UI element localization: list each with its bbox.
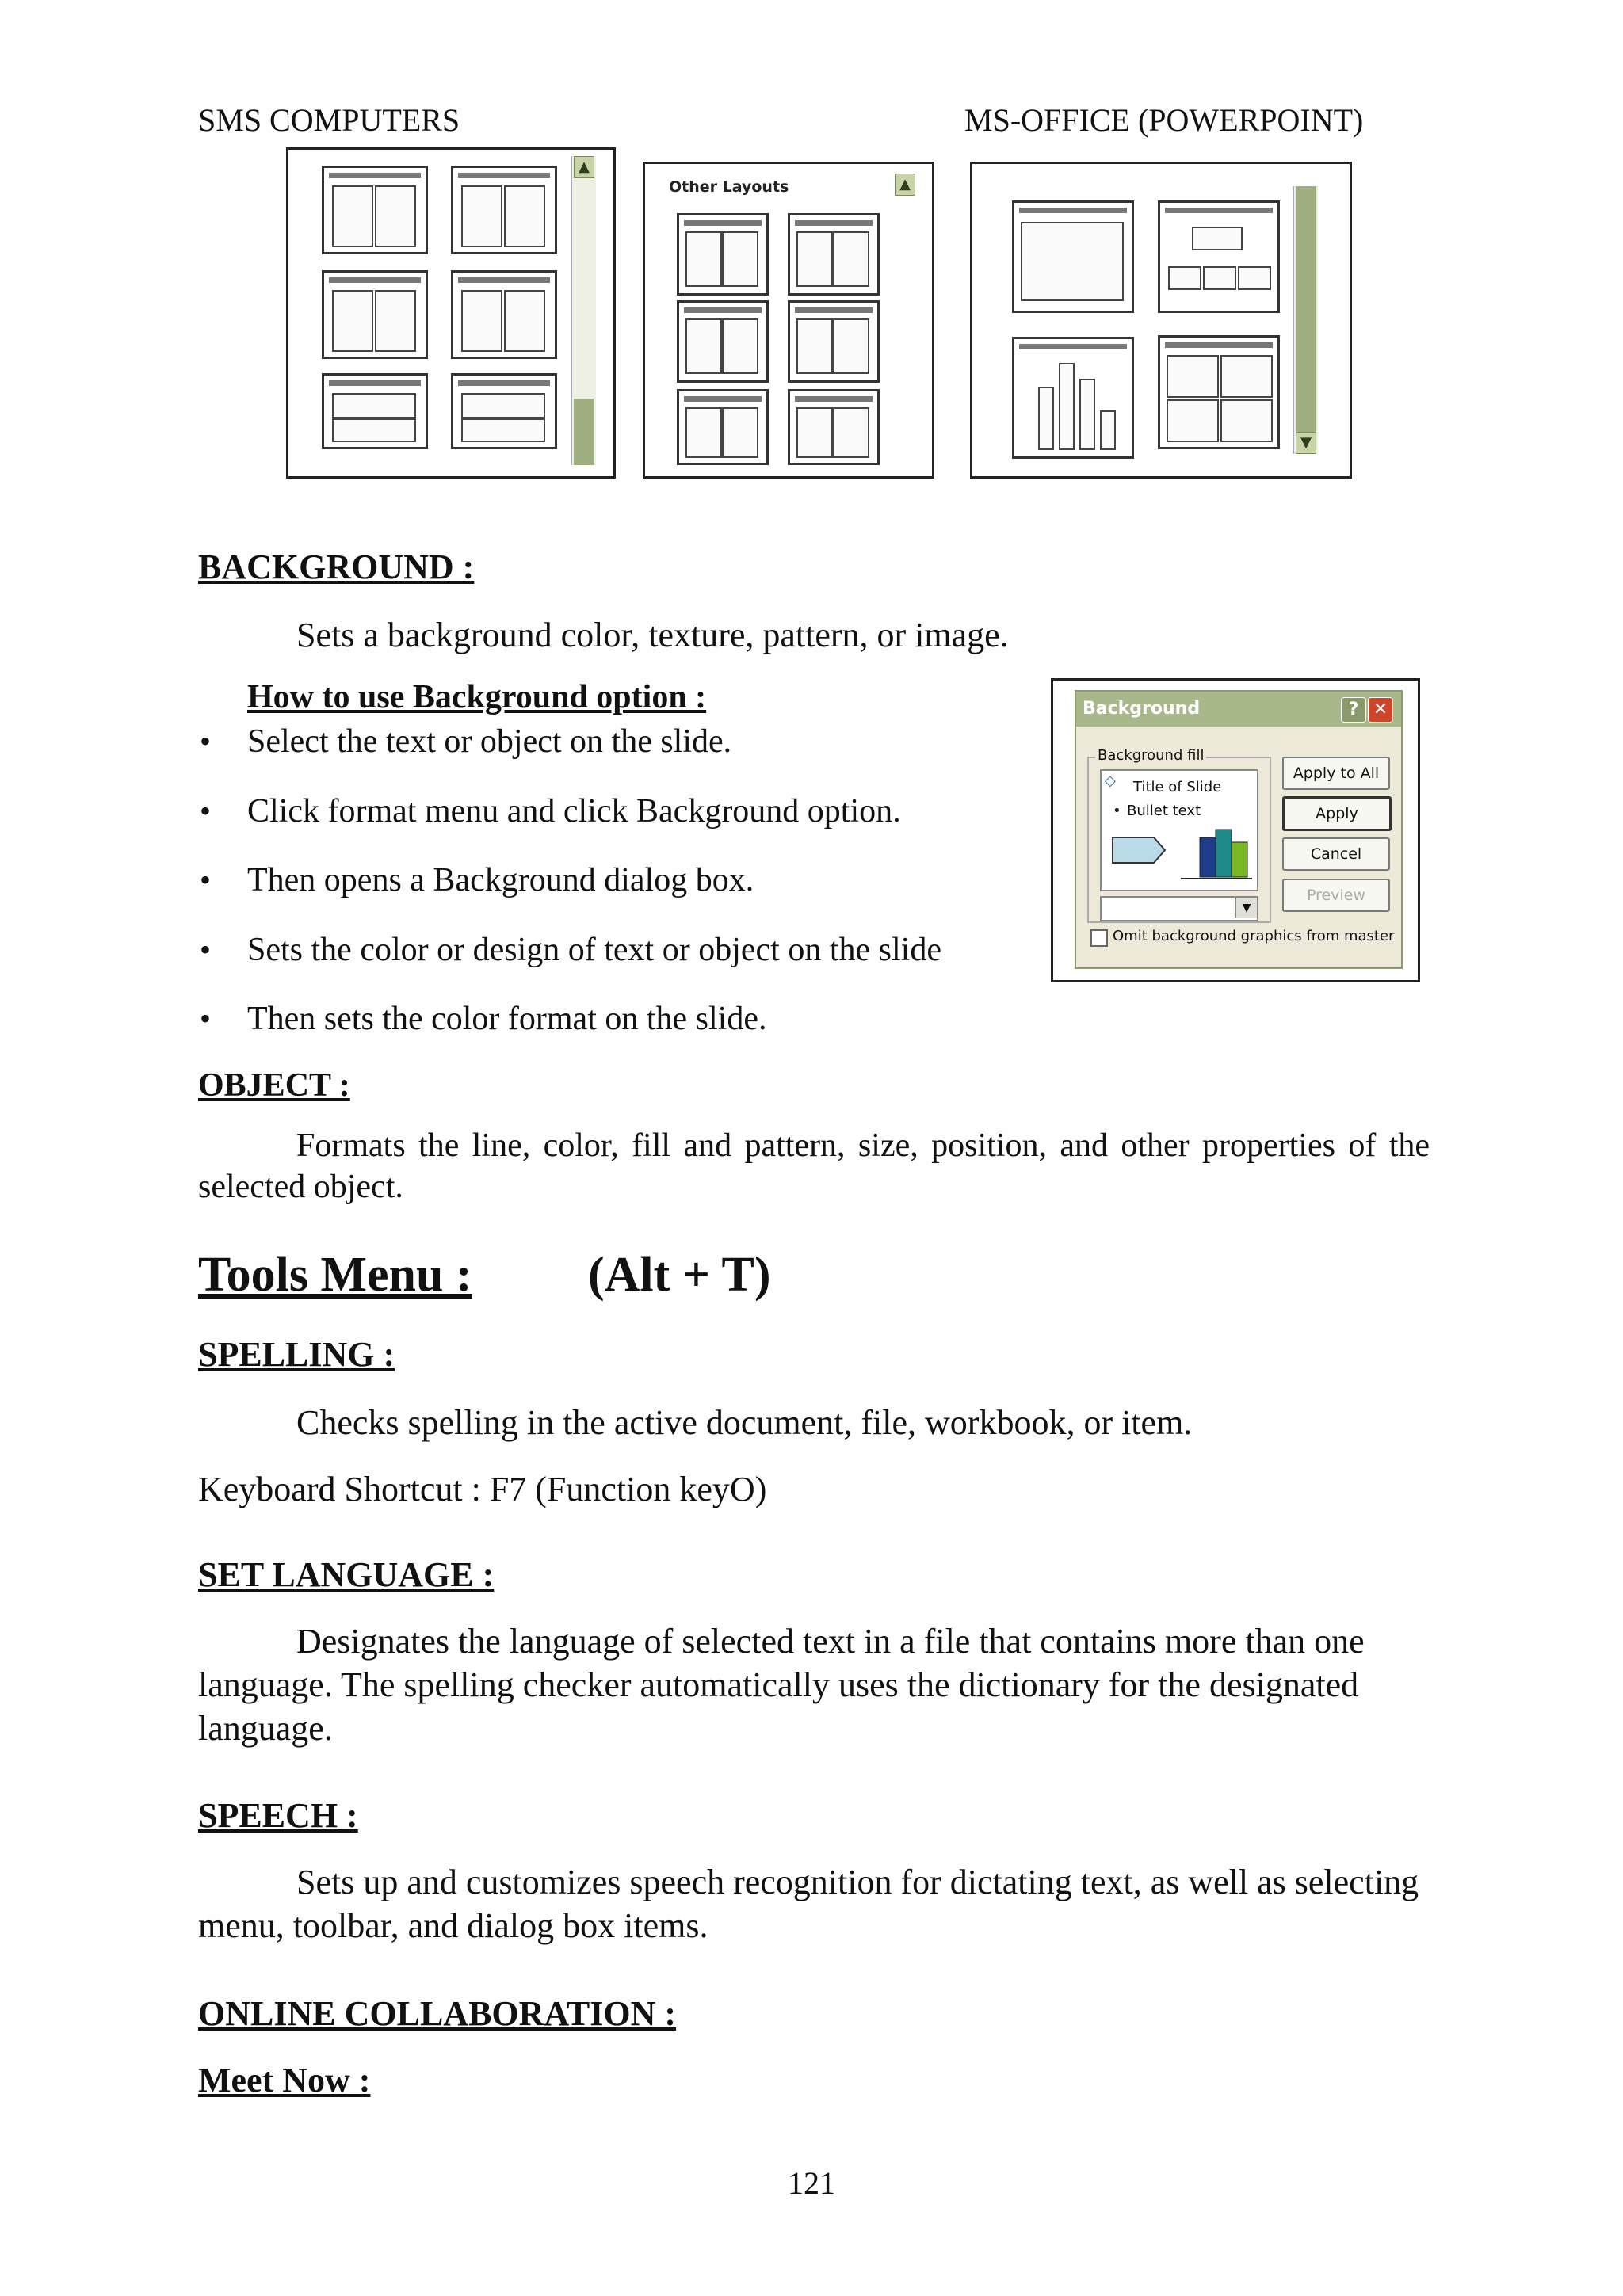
layouts-panel-right (970, 162, 1352, 479)
page-number: 121 (788, 2165, 835, 2201)
background-preview (1100, 769, 1258, 891)
background-fill-label: Background fill (1095, 747, 1206, 764)
scroll-down-arrow-icon[interactable]: ▼ (1296, 432, 1316, 454)
spelling-heading: SPELLING : (198, 1335, 395, 1374)
speech-heading: SPEECH : (198, 1796, 358, 1835)
other-layouts-title: Other Layouts (669, 178, 789, 196)
preview-button[interactable]: Preview (1282, 879, 1390, 912)
background-fill-group (1087, 747, 1271, 923)
layout-thumb[interactable] (451, 166, 557, 254)
layout-thumb[interactable] (451, 270, 557, 359)
layout-thumb[interactable] (788, 213, 880, 296)
layout-thumb[interactable] (1012, 337, 1134, 459)
fill-color-dropdown[interactable] (1100, 896, 1258, 921)
preview-bullet-dot-icon: • (1113, 803, 1121, 819)
omit-background-label: Omit background graphics from master (1113, 928, 1395, 944)
object-description: Formats the line, color, fill and pattern, size, position, and other properties of the selected object. (198, 1127, 1430, 1205)
other-layouts-panel (643, 162, 934, 479)
background-step: • Then sets the color format on the slide. (247, 1000, 767, 1038)
tools-menu-title: Tools Menu : (198, 1248, 472, 1302)
cancel-button[interactable]: Cancel (1282, 837, 1390, 871)
set-language-description: Designates the language of selected text in a file that contains more than one language. The spelling checker automatically uses the dictionary for the designated language. (198, 1622, 1365, 1748)
layout-thumb[interactable] (322, 373, 428, 449)
layout-thumb[interactable] (1158, 335, 1280, 449)
background-description: Sets a background color, texture, pattern, or image. (296, 616, 1009, 654)
layout-thumb[interactable] (677, 389, 769, 465)
layout-thumb[interactable] (451, 373, 557, 449)
preview-arrow-shape (1113, 837, 1165, 863)
preview-title: Title of Slide (1133, 779, 1222, 795)
header-right: MS-OFFICE (POWERPOINT) (964, 102, 1364, 138)
close-icon[interactable]: ✕ (1368, 697, 1393, 723)
background-step: • Then opens a Background dialog box. (247, 861, 754, 899)
scroll-up-arrow-icon[interactable]: ▲ (574, 156, 594, 178)
header-left: SMS COMPUTERS (198, 102, 460, 138)
preview-bar (1232, 842, 1247, 877)
preview-graphics (1102, 771, 1257, 890)
layouts-right-scrollbar[interactable] (1293, 186, 1318, 454)
layout-thumb[interactable] (677, 300, 769, 383)
scrollbar-thumb[interactable] (1296, 186, 1316, 432)
preview-bar (1200, 837, 1216, 877)
background-dialog-figure (1051, 678, 1420, 982)
layout-thumb[interactable] (322, 270, 428, 359)
background-howto-heading: How to use Background option : (247, 679, 707, 715)
speech-description: Sets up and customizes speech recognition for dictating text, as well as selecting menu, toolbar, and dialog box items. (198, 1863, 1419, 1945)
layout-thumb[interactable] (1158, 200, 1280, 313)
spelling-description: Checks spelling in the active document, file, workbook, or item. (296, 1403, 1193, 1442)
background-step: • Click format menu and click Background option. (247, 792, 901, 830)
background-dialog (1075, 690, 1403, 969)
other-layouts-collapse[interactable] (893, 174, 917, 199)
apply-to-all-button[interactable]: Apply to All (1282, 757, 1390, 790)
scrollbar-thumb[interactable] (574, 399, 594, 465)
layout-thumb[interactable] (677, 213, 769, 296)
online-collaboration-heading: ONLINE COLLABORATION : (198, 1994, 677, 2033)
background-step: • Select the text or object on the slide. (247, 723, 731, 761)
dropdown-arrow-icon[interactable]: ▼ (1235, 898, 1257, 918)
omit-background-checkbox[interactable] (1090, 929, 1108, 947)
help-icon[interactable]: ? (1341, 697, 1366, 723)
layout-thumb[interactable] (788, 300, 880, 383)
layout-thumb[interactable] (1012, 200, 1134, 313)
background-heading: BACKGROUND : (198, 547, 475, 586)
tools-menu-shortcut: (Alt + T) (588, 1248, 771, 1302)
layouts-panel-left (286, 147, 616, 479)
collapse-arrow-icon[interactable]: ▲ (895, 174, 915, 196)
set-language-heading: SET LANGUAGE : (198, 1555, 495, 1594)
apply-button[interactable]: Apply (1282, 796, 1392, 831)
object-heading: OBJECT : (198, 1067, 350, 1104)
preview-bullet: Bullet text (1127, 803, 1201, 819)
layout-thumb[interactable] (788, 389, 880, 465)
spelling-shortcut: Keyboard Shortcut : F7 (Function keyO) (198, 1470, 767, 1508)
layouts-scrollbar[interactable] (571, 156, 596, 465)
layout-thumb[interactable] (322, 166, 428, 254)
meet-now-heading: Meet Now : (198, 2061, 371, 2100)
background-step: • Sets the color or design of text or object on the slide (247, 931, 941, 969)
dialog-title: Background (1076, 692, 1401, 727)
preview-bar (1216, 830, 1232, 877)
preview-diamond-icon: ◇ (1105, 772, 1116, 789)
